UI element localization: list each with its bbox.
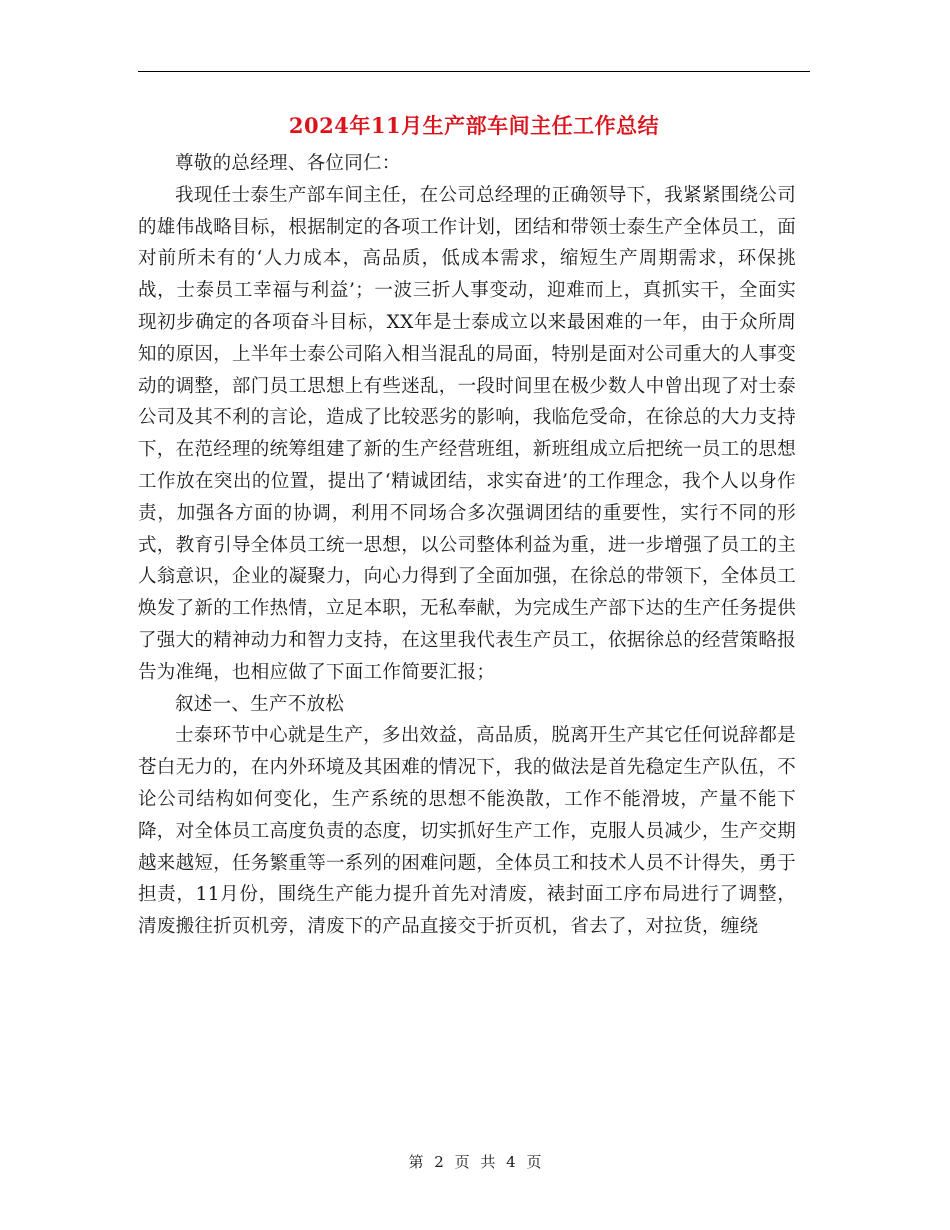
document-body <box>138 148 796 943</box>
header-rule <box>138 71 810 72</box>
intro-paragraph: 我现任士泰生产部车间主任，在公司总经理的正确领导下，我紧紧围绕公司的雄伟战略目标，根据制定的各项工作计划，团结和带领士泰生产全体员工，面对前所未有的‘人力成本，高品质，低成本需求，缩短生产周期需求，环保挑战，士泰员工幸福与利益’；一波三折人事变动，迎难而上，真抓实干，全面实现初步确定的各项奋斗目标，XX年是士泰成立以来最困难的一年，由于众所周知的原因，上半年士泰公司陷入相当混乱的局面，特别是面对公司重大的人事变动的调整，部门员工思想上有些迷乱，一段时间里在极少数人中曾出现了对士泰公司及其不利的言论，造成了比较恶劣的影响，我临危受命，在徐总的大力支持下，在范经理的统筹组建了新的生产经营班组，新班组成立后把统一员工的思想工作放在突出的位置，提出了‘精诚团结，求实奋进’的工作理念，我个人以身作责，加强各方面的协调，利用不同场合多次强调团结的重要性，实行不同的形式，教育引导全体员工统一思想，以公司整体利益为重，进一步增强了员工的主人翁意识，企业的凝聚力，向心力得到了全面加强，在徐总的带领下，全体员工焕发了新的工作热情，立足本职，无私奉献，为完成生产部下达的生产任务提供了强大的精神动力和智力支持，在这里我代表生产员工，依据徐总的经营策略报告为准绳，也相应做了下面工作简要汇报； <box>138 184 797 683</box>
salutation-paragraph: 尊敬的总经理、各位同仁： <box>175 153 401 174</box>
page-number-footer: 第 2 页 共 4 页 <box>408 1153 542 1171</box>
section-heading: 叙述一、生产不放松 <box>175 693 345 715</box>
document-title: 2024年11月生产部车间主任工作总结 <box>288 113 660 138</box>
section-paragraph: 士泰环节中心就是生产，多出效益，高品质，脱离开生产其它任何说辞都是苍白无力的，在内外环境及其困难的情况下，我的做法是首先稳定生产队伍，不论公司结构如何变化，生产系统的思想不能涣散，工作不能滑坡，产量不能下降，对全体员工高度负责的态度，切实抓好生产工作，克服人员减少，生产交期越来越短，任务繁重等一系列的困难问题，全体员工和技术人员不计得失，勇于担责，11月份，围绕生产能力提升首先对清废，裱封面工序布局进行了调整，清废搬往折页机旁，清废下的产品直接交于折页机，省去了，对拉货，缠绕 <box>138 725 797 938</box>
